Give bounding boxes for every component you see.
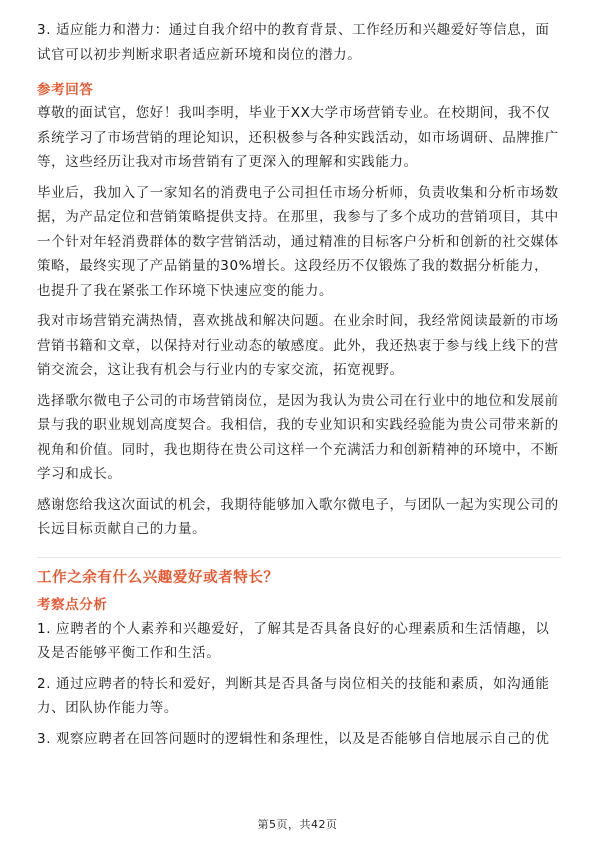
answer-paragraph-3: 我对市场营销充满热情，喜欢挑战和解决问题。在业余时间，我经常阅读最新的市场营销书籍和文章，以保持对行业动态的敏感度。此外，我还热衷于参与线上线下的营销交流会，这让我有机会与行业内的专家交流，拓宽视野。 <box>37 313 559 378</box>
analysis-point-1: 1. 应聘者的个人素养和兴趣爱好，了解其是否具备良好的心理素质和生活情趣，以及是否能够平衡工作和生活。 <box>37 620 550 661</box>
document-page <box>37 18 561 751</box>
reference-answer-heading: 参考回答 <box>37 82 94 98</box>
analysis-point-2: 2. 通过应聘者的特长和爱好，判断其是否具备与岗位相关的技能和素质，如沟通能力、团队协作能力等。 <box>37 675 550 716</box>
analysis-point-3: 3. 观察应聘者在回答问题时的逻辑性和条理性，以及是否能够自信地展示自己的优 <box>37 730 550 747</box>
answer-paragraph-4: 选择歌尔微电子公司的市场营销岗位，是因为我认为贵公司在行业中的地位和发展前景与我的职业规划高度契合。我相信，我的专业知识和实践经验能为贵公司带来新的视角和价值。同时，我也期待在贵公司这样一个充满活力和创新精神的环境中，不断学习和成长。 <box>37 392 559 482</box>
section-divider <box>37 557 561 558</box>
assessment-point-3: 3. 适应能力和潜力：通过自我介绍中的教育背景、工作经历和兴趣爱好等信息，面试官可以初步判断求职者适应新环境和岗位的潜力。 <box>37 22 550 63</box>
analysis-heading: 考察点分析 <box>37 596 108 613</box>
question-title: 工作之余有什么兴趣爱好或者特长？ <box>37 569 279 586</box>
page-number: 第5页，共42页 <box>257 818 338 831</box>
answer-paragraph-2: 毕业后，我加入了一家知名的消费电子公司担任市场分析师，负责收集和分析市场数据，为产品定位和营销策略提供支持。在那里，我参与了多个成功的营销项目，其中一个针对年轻消费群体的数字营销活动，通过精准的目标客户分析和创新的社交媒体策略，最终实现了产品销量的30%增长。这段经历不仅锻炼了我的数据分析能力，也提升了我在紧张工作环境下快速应变的能力。 <box>37 184 559 299</box>
answer-paragraph-1: 尊敬的面试官，您好！我叫李明，毕业于XX大学市场营销专业。在校期间，我不仅系统学习了市场营销的理论知识，还积极参与各种实践活动，如市场调研、品牌推广等，这些经历让我对市场营销有了更深入的理解和实践能力。 <box>37 105 559 170</box>
answer-paragraph-5: 感谢您给我这次面试的机会，我期待能够加入歌尔微电子，与团队一起为实现公司的长远目标贡献自己的力量。 <box>37 496 559 537</box>
